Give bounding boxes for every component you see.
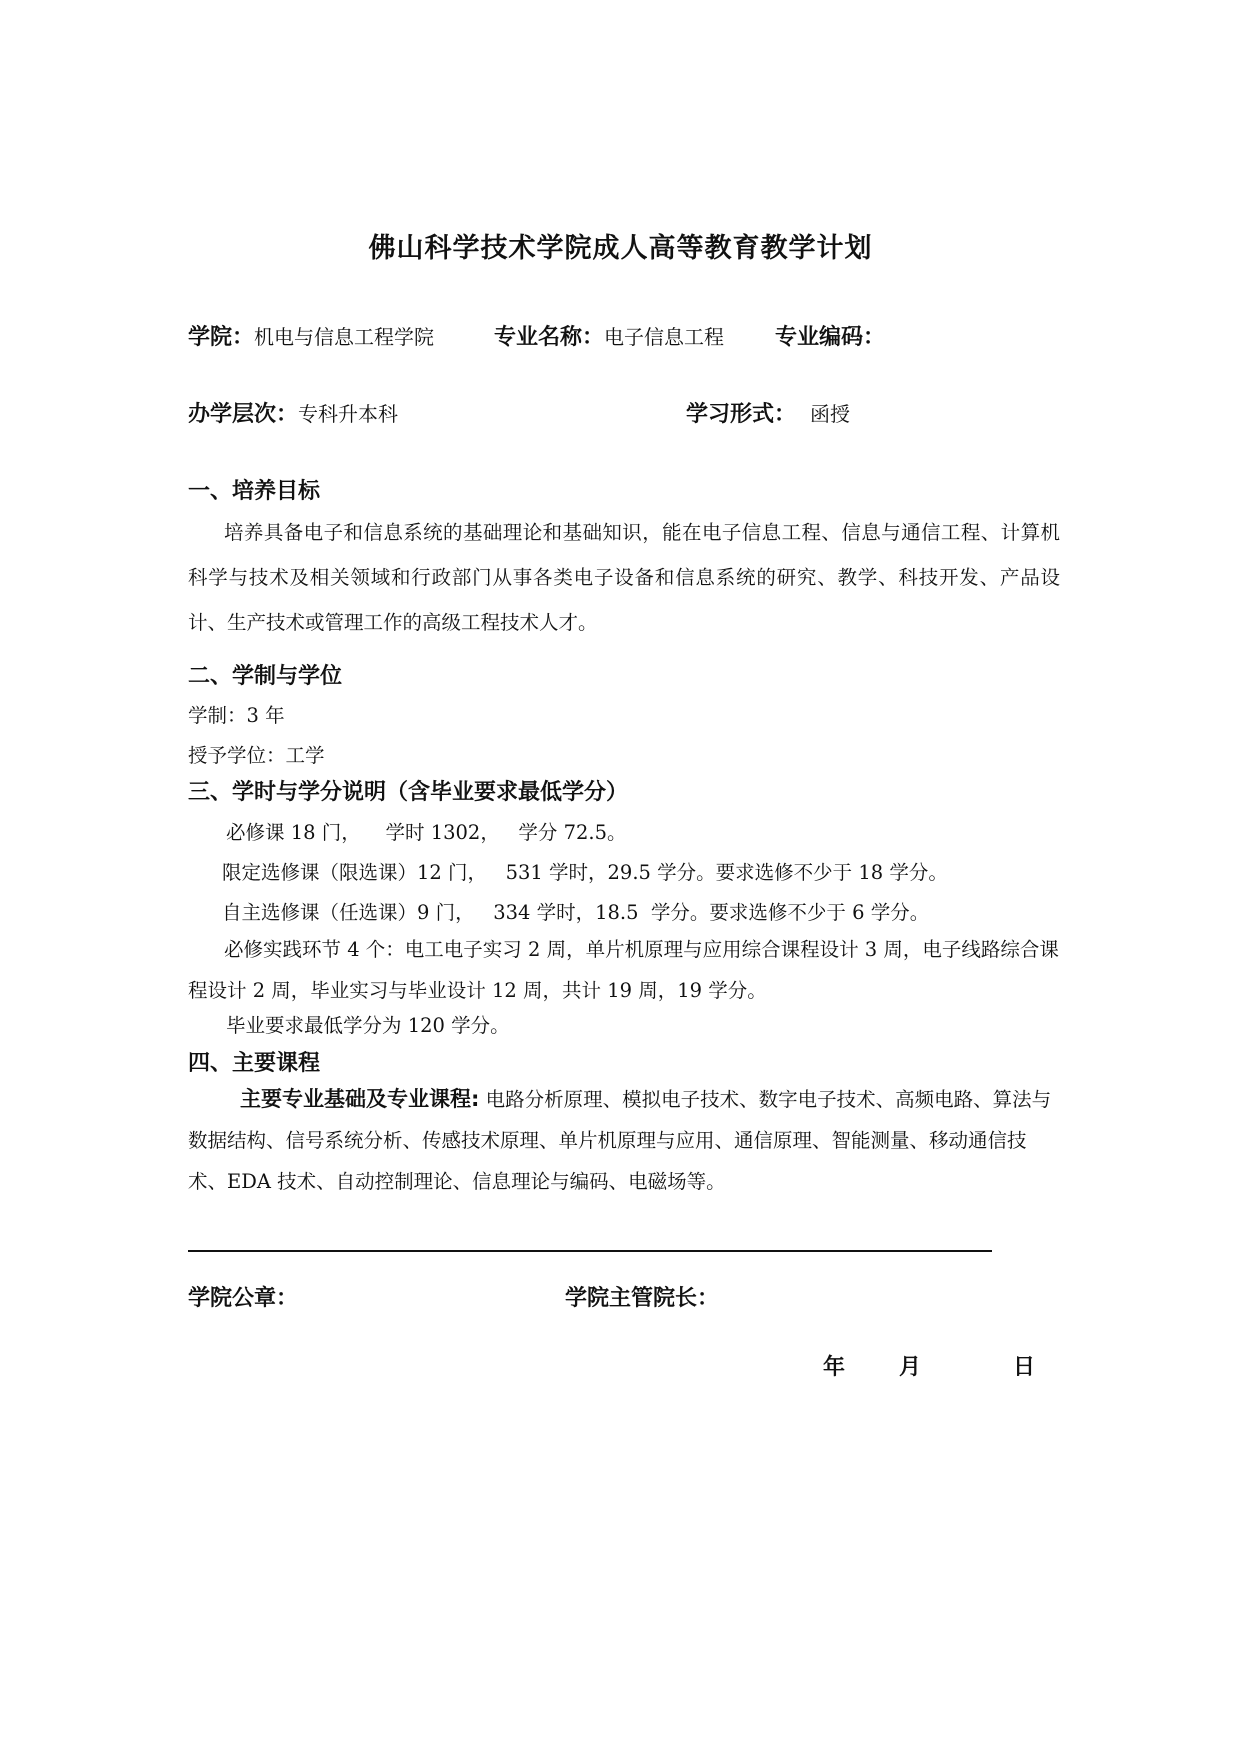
section1-text: 培养具备电子和信息系统的基础理论和基础知识，能在电子信息工程、信息与通信工程、计算机科学与技术及相关领域和行政部门从事各类电子设备和信息系统的研究、教学、科技开发、产品设计、生产技术或管理工作的高级工程技术人才。 — [188, 521, 1060, 634]
date-month: 月 — [899, 1355, 922, 1380]
level-value: 专科升本科 — [298, 402, 399, 426]
section2-duration: 学制：3 年 — [188, 704, 285, 727]
college-value: 机电与信息工程学院 — [254, 325, 435, 349]
code-label: 专业编码： — [775, 325, 886, 350]
section2-heading: 二、学制与学位 — [188, 664, 343, 689]
document-title: 佛山科学技术学院成人高等教育教学计划 — [368, 233, 873, 264]
info-row-major — [494, 320, 724, 351]
date-day: 日 — [1013, 1355, 1036, 1380]
form-value: 函授 — [810, 402, 851, 426]
info-row-form — [686, 397, 850, 428]
section4-lead: 主要专业基础及专业课程: — [240, 1087, 480, 1111]
section4-courses: 电路分析原理、模拟电子技术、数字电子技术、高频电路、算法与数据结构、信号系统分析、传感技术原理、单片机原理与应用、通信原理、智能测量、移动通信技术、EDA 技术、自动控制理论、信息理论与编码、电磁场等。 — [188, 1088, 1052, 1193]
seal-label: 学院公章： — [188, 1286, 299, 1311]
date-year: 年 — [823, 1355, 846, 1380]
section3-heading: 三、学时与学分说明（含毕业要求最低学分） — [188, 780, 629, 805]
section3-free: 自主选修课（任选课）9 门， 334 学时，18.5 学分。要求选修不少于 6 学分。 — [222, 901, 930, 924]
section3-required: 必修课 18 门， 学时 1302， 学分 72.5。 — [226, 821, 627, 844]
college-label: 学院： — [188, 325, 255, 350]
section4-courses-paragraph — [188, 1079, 1060, 1202]
section4-heading: 四、主要课程 — [188, 1051, 321, 1076]
form-label: 学习形式： — [686, 402, 797, 427]
dean-label: 学院主管院长： — [565, 1286, 720, 1311]
signature-divider — [188, 1250, 992, 1252]
section2-degree: 授予学位：工学 — [188, 744, 325, 767]
major-label: 专业名称： — [494, 325, 605, 350]
info-row-level — [188, 397, 398, 428]
info-row-code — [775, 320, 885, 351]
section3-minimum: 毕业要求最低学分为 120 学分。 — [226, 1014, 510, 1037]
section3-limited: 限定选修课（限选课）12 门， 531 学时，29.5 学分。要求选修不少于 18 学分。 — [222, 861, 948, 884]
section3-practice: 必修实践环节 4 个：电工电子实习 2 周，单片机原理与应用综合课程设计 3 周，电子线路综合课程设计 2 周，毕业实习与毕业设计 12 周，共计 19 周，19 学分。 — [188, 938, 1059, 1002]
info-row-college — [188, 320, 434, 351]
level-label: 办学层次： — [188, 402, 299, 427]
major-value: 电子信息工程 — [604, 325, 725, 349]
section1-heading: 一、培养目标 — [188, 479, 321, 504]
